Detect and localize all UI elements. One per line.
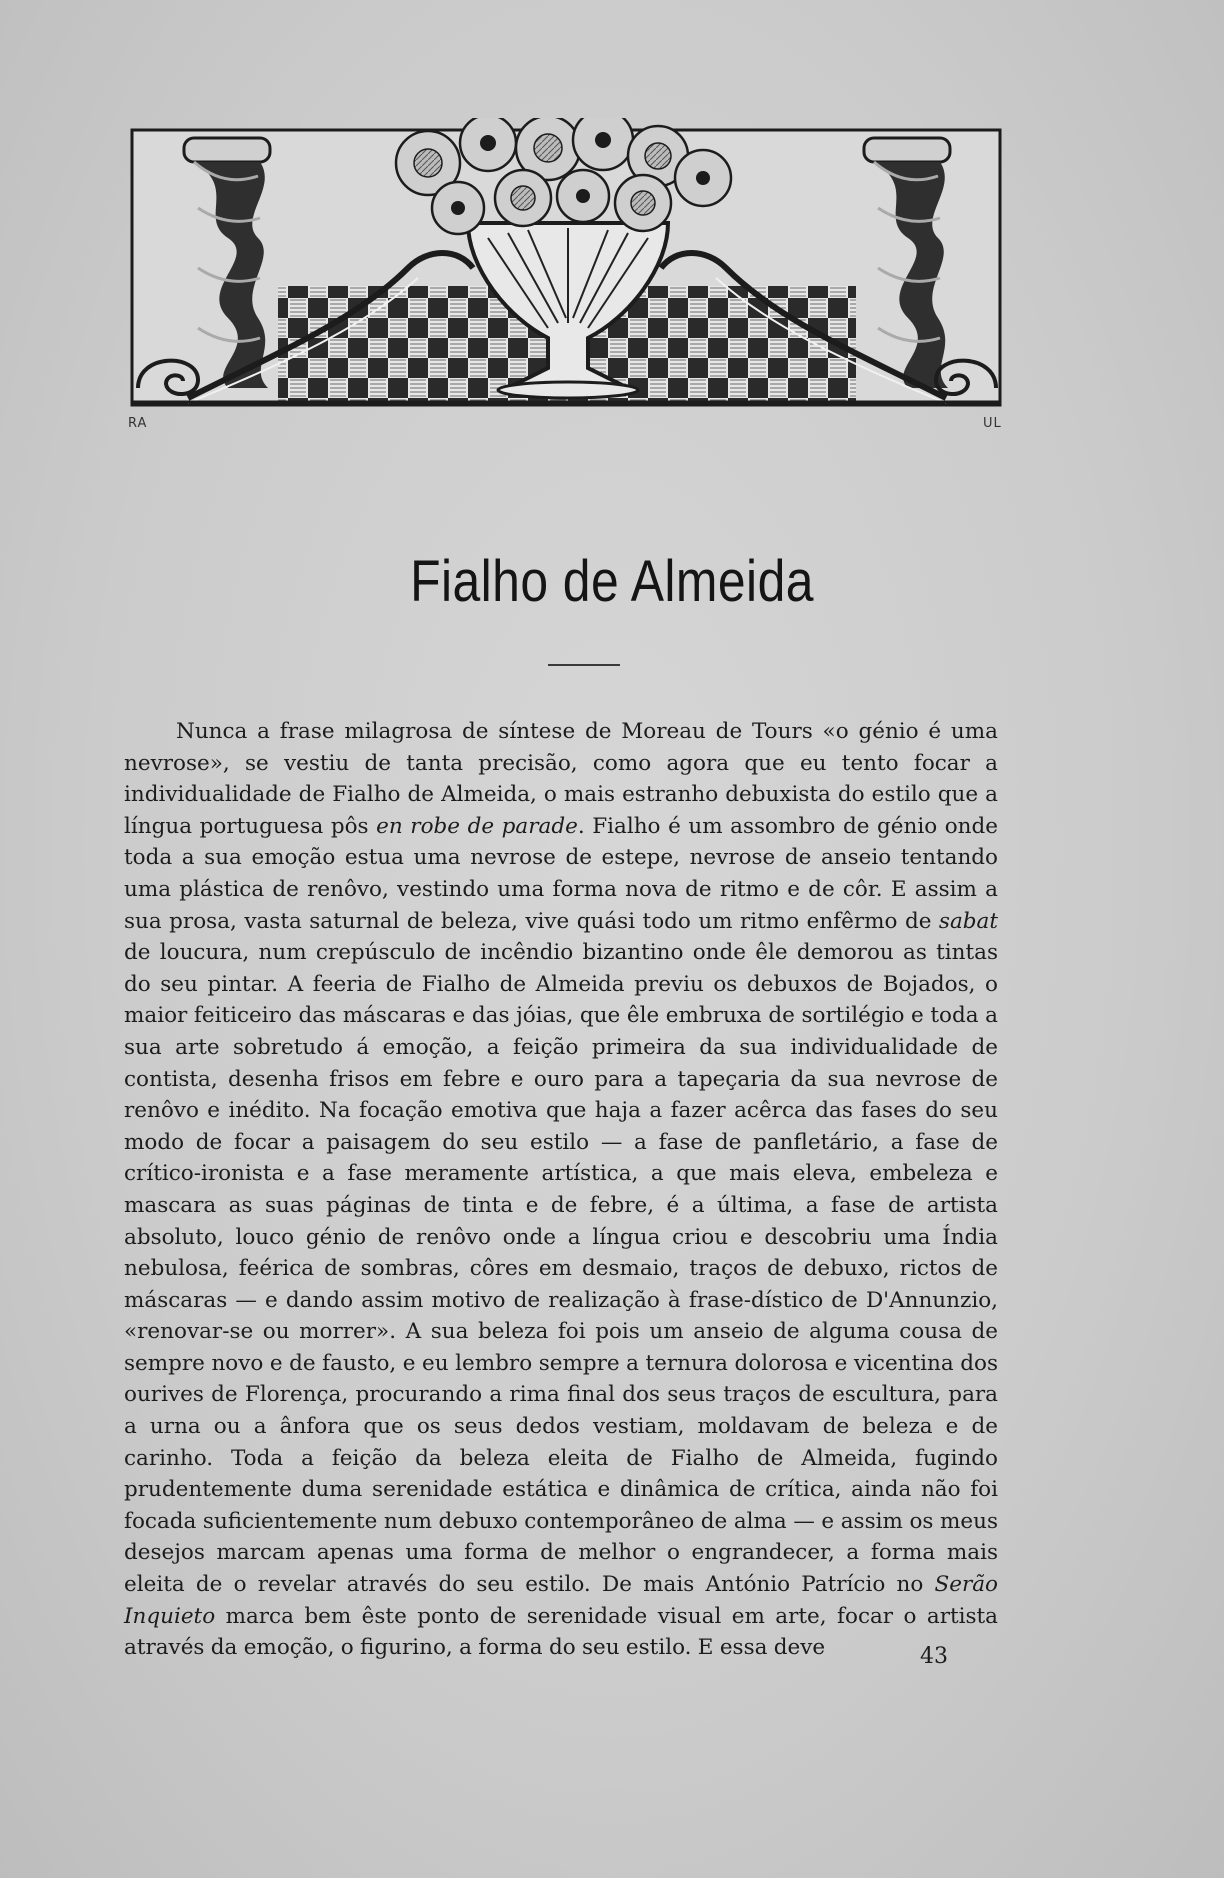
article-title: Fialho de Almeida — [410, 549, 814, 614]
body-text-segment: marca bem êste ponto de serenidade visual em arte, focar o artista através da emoção, o figurino, a forma do seu estilo. E essa deve — [124, 1603, 998, 1661]
body-text-segment: de loucura, num crepúsculo de incêndio bizantino onde êle demorou as tintas do seu pintar. A feeria de Fialho de Almeida previu os debuxos de Bojados, o maior feiticeiro das máscaras e das jóias, que êle embruxa de sortilégio e toda a sua arte sobretudo á emoção, a feição primeira da sua individualidade de contista, desenha frisos em febre e ouro para a tapeçaria da sua nevrose de renôvo e inédito. Na focação emotiva que haja a fazer acêrca das fases do seu modo de focar a paisagem do seu estilo — a fase de panfletário, a fase de crítico-ironista e a fase meramente artística, a que mais eleva, embeleza e mascara as suas páginas de tinta e de febre, é a última, a fase de artista absoluto, louco génio de renôvo onde a língua criou e descobriu uma Índia nebulosa, feérica de sombras, côres em desmaio, traços de debuxo, rictos de máscaras — e dando assim motivo de realização à frase-dístico de D'Annunzio, «renovar-se ou morrer». A sua beleza foi pois um anseio de alguma cousa de sempre novo e de fausto, e eu lembro sempre a ternura dolorosa e vicentina dos ourives de Florença, procurando a rima final dos seus traços de escultura, para a urna ou a ânfora que os seus dedos vestiam, moldavam de beleza e de carinho. Toda a feição da beleza eleita de Fialho de Almeida, fugindo prudentemente duma serenidade estática e dinâmica de crítica, ainda não foi focada suficientemente num debuxo contemporâneo de alma — e assim os meus desejos marcam apenas uma forma de melhor o engrandecer, a forma mais eleita de o revelar através do seu estilo. De mais António Patrício no — [124, 940, 998, 1598]
article-body — [124, 716, 998, 1664]
illustrator-signature-left: RA — [128, 416, 148, 431]
body-text-segment: Nunca a frase milagrosa de síntese de Moreau de Tours «o génio é uma nevrose», se vestiu de tanta precisão, como agora que eu tento focar a individualidade de Fialho de Almeida, o mais estranho debuxista do estilo que a língua portuguesa pôs — [124, 719, 998, 839]
page-number: 43 — [920, 1644, 948, 1669]
header-vignette-illustration — [128, 118, 1006, 413]
title-divider — [548, 664, 620, 666]
illustrator-signature-right: UL — [983, 416, 1002, 431]
body-italic-segment: en robe de parade — [376, 813, 578, 839]
body-italic-segment: sabat — [938, 908, 998, 934]
body-text-segment: . Fialho é um assombro de génio onde toda a sua emoção estua uma nevrose de estepe, nevrose de anseio tentando uma plástica de renôvo, vestindo uma forma nova de ritmo e de côr. E assim a sua prosa, vasta saturnal de beleza, vive quási todo um ritmo enfêrmo de — [124, 813, 999, 934]
body-italic-segment: Serão Inquieto — [124, 1572, 998, 1629]
